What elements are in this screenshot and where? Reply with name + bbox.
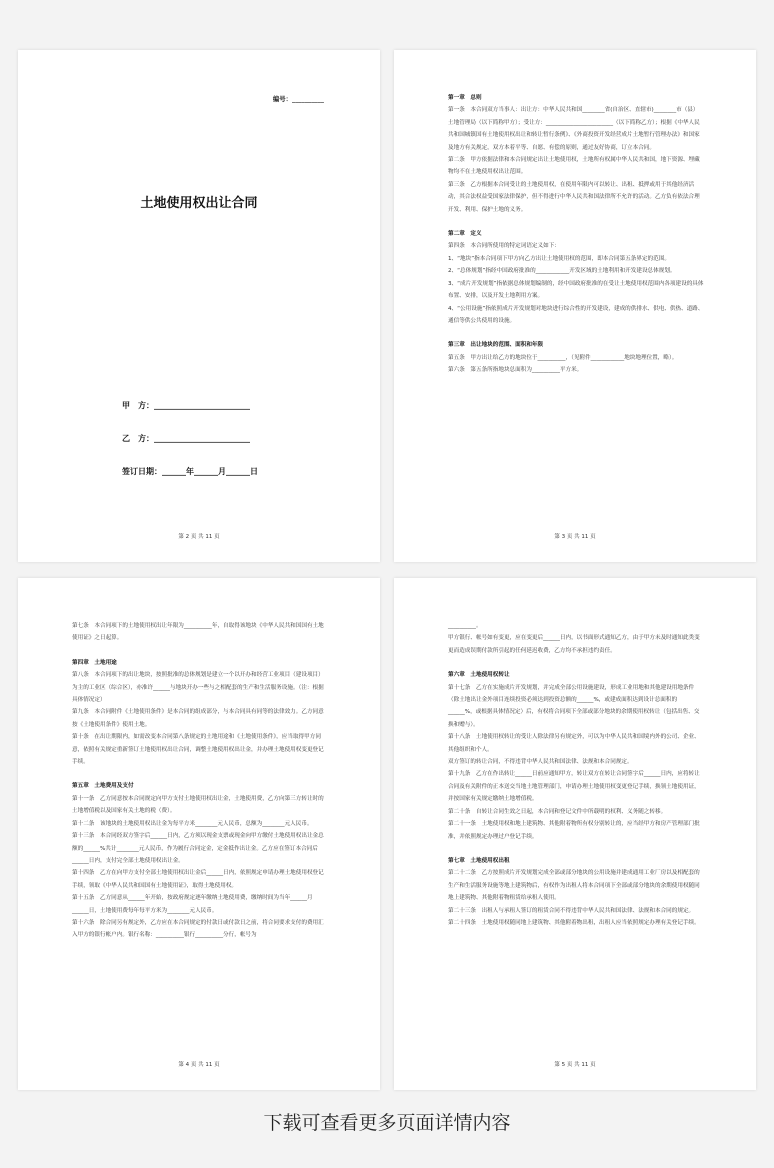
clause-paragraph: __________。	[448, 623, 482, 629]
clause-paragraph: 第六条 第五条所指地块总面积为__________平方米。	[448, 367, 583, 374]
clause-paragraph: 第十三条 本合同经双方签字后______日内，乙方须以现金支票或现金向甲方缴付土地使用权出让金总额的______%共计________元人民币，作为履行合同定金，定金抵作出让金。乙方应在签订本合同后______日内，支付完全部土地使用权出让金。	[72, 833, 324, 864]
clause-paragraph: 第十六条 除合同另有规定外，乙方应在本合同规定的付款日或付款日之前，将合同要求支付的费用汇入甲方的银行帐户内。银行名称：__________银行__________分行，帐号为	[72, 919, 324, 939]
clause-paragraph: 第十五条 乙方同意从______年开始，按政府规定逐年缴纳土地使用费，缴纳时间为当年______月______日，土地使用费每年每平方米为________元人民币。	[72, 895, 313, 914]
chapter-heading: 第五章 土地费用及支付	[72, 783, 134, 790]
contract-number-label: 编号：__________	[272, 95, 324, 103]
paragraph-gap	[448, 216, 704, 228]
chapter-heading: 第六章 土地使用权转让	[448, 672, 510, 679]
clause-paragraph: 第二十一条 土地使用权和地上建筑物、其他附着物所有权分别转让的，应当经甲方和房产管理部门批准，并依照规定办理过户登记手续。	[448, 821, 700, 840]
page-footer: 第 3 页 共 11 页	[554, 534, 596, 540]
clause-paragraph: 第二条 甲方依据法律和本合同规定出让土地使用权，土地所有权属中华人民共和国，地下资源、埋藏物均不在土地使用权出让范围。	[448, 157, 700, 176]
paragraph-gap	[72, 768, 328, 780]
party-a-line: 甲 方：________________________	[122, 401, 250, 410]
paragraph-gap	[72, 645, 328, 657]
clause-paragraph: 甲方银行、帐号如有变更，应在变更后______日内，以书面形式通知乙方，由于甲方未及时通知此类变更而造成误期付款所引起的任何延迟收费，乙方均不承担违约责任。	[448, 635, 700, 654]
sign-date-line: 签订日期：______年______月______日	[122, 467, 258, 476]
clause-paragraph: 第二十三条 出租人与承租人签订的租赁合同不得违背中华人民共和国法律、法规和本合同的规定。	[448, 907, 695, 914]
page-footer: 第 2 页 共 11 页	[178, 534, 220, 540]
clause-paragraph: 第九条 本合同附件《土地使用条件》是本合同的组成部分，与本合同具有同等的法律效力。乙方同意按《土地使用条件》使用土地。	[72, 709, 324, 728]
download-caption: 下载可查看更多页面详情内容	[263, 1112, 511, 1134]
clause-paragraph: 第二十四条 土地使用权随同地上建筑物、其他附着物出租，出租人应当依照规定办理有关登记手续。	[448, 919, 700, 926]
page-body	[72, 620, 328, 942]
clause-paragraph: 第一条 本合同双方当事人：出让方：中华人民共和国________省(自治区、直辖市)________市（县）	[448, 107, 699, 114]
clause-paragraph: 第二十条 自转让合同生效之日起，本合同和登记文件中所载明的权利、义务随之转移。	[448, 808, 667, 815]
paragraph-gap	[448, 657, 704, 669]
contract-page-4	[18, 578, 380, 1090]
clause-paragraph: 2、“总体规划”指经中国政府批准的____________开发区域的土地利用和开发建设总体规划。	[448, 268, 676, 275]
chapter-heading: 第一章 总则	[448, 95, 482, 101]
clause-paragraph: 第十九条 乙方在作出转让______日前应通知甲方，转让双方在转让合同签字后______日内，应将转让合同及有关附件的正本送交当地土地管理部门，申请办理土地使用权变更登记手续，换领土地使用证，并按国家有关规定缴纳土地增值税。	[448, 771, 700, 803]
page-footer: 第 4 页 共 11 页	[178, 1062, 220, 1068]
clause-paragraph: 4、“公用设施”指依照成片开发规划对地块进行综合性的开发建设，建成的供排水、供电、供热、道路、通信等供公共使用的设施。	[448, 305, 704, 324]
contract-title: 土地使用权出让合同	[140, 196, 258, 211]
clause-paragraph: 第四条 本合同所使用的特定词语定义如下：	[448, 243, 560, 250]
clause-paragraph: 第七条 本合同项下的土地使用权出让年限为__________年，自取得该地块《中华人民共和国国有土地使用证》之日起算。	[72, 623, 324, 642]
party-b-line: 乙 方：________________________	[122, 434, 250, 443]
contract-cover-page	[18, 50, 380, 562]
clause-paragraph: 3、“成片开发规划”指依据总体规划编制的，经中国政府批准的在受让土地使用权范围内各项建设的具体布置、安排，以及开发土地利用方案。	[448, 280, 704, 300]
clause-paragraph: 第十四条 乙方在向甲方支付全部土地使用权出让金后______日内，依照规定申请办理土地使用权登记手续，领取《中华人民共和国国有土地使用证》，取得土地使用权。	[72, 870, 324, 889]
paragraph-gap	[448, 327, 704, 339]
clause-paragraph: 第十七条 乙方在实施成片开发规划，并完成全部公用设施建设，形成工业用地和其他建设用地条件（除土地出让金外项目连续投资必须达到投资总额的______%，或建成面积达到设计总面积的______%，或根据具体情况定）后，有权将合同项下全部或部分地块的余期使用权转让（包括出售、交换和赠与）。	[448, 684, 700, 728]
clause-paragraph: 第八条 本合同项下的出让地块，按照批准的总体规划是建立一个以开办和经营工业项目（建设项目）为主的工业区（综合区），亦准许______与地块开办一些与之相配套的生产和生活服务设施。（注：根据具体情况定）	[72, 672, 324, 704]
clause-paragraph: 第三条 乙方根据本合同受让的土地使用权，在使用年限内可以转让、出租、抵押或用于其他经济活动，其合法权益受国家法律保护，但不得进行中华人民共和国法律所不允许的活动。乙方负有依法合理开发、利用、保护土地的义务。	[448, 181, 700, 213]
page-footer: 第 5 页 共 11 页	[554, 1062, 596, 1068]
contract-page-5	[394, 578, 756, 1090]
clause-paragraph: 1、“地块”指本合同项下甲方向乙方出让土地使用权的范围，即本合同第五条界定的范围。	[448, 255, 670, 262]
clause-paragraph: 第十一条 乙方同意按本合同规定向甲方支付土地使用权出让金，土地使用费，乙方向第三方转让时的土地增值税以及国家有关土地的税（费）。	[72, 795, 324, 815]
chapter-heading: 第三章 出让地块的范围、面积和年限	[448, 342, 544, 349]
clause-paragraph: 第十二条 该地块的土地使用权出让金为每平方米________元人民币，总额为________元人民币。	[72, 820, 313, 827]
clause-paragraph: 第五条 甲方出让给乙方的地块位于__________，（见附件____________地块地理位置，略）。	[448, 354, 678, 361]
clause-paragraph: 双方签订的转让合同，不得违背中华人民共和国法律、法规和本合同规定。	[448, 759, 633, 766]
clause-paragraph: 第二十二条 乙方按照成片开发规划完成全部或部分地块的公用设施并建成通用工业厂房以及相配套的生产和生活服务设施等地上建筑物后，有权作为出租人将本合同项下全部或部分地块的余期使用权随同地上建筑物、其他附着物租赁给承租人使用。	[448, 870, 700, 902]
clause-paragraph: 第十条 在出让期限内，如需改变本合同第八条规定的土地用途和《土地使用条件》，应当取得甲方同意，依照有关规定重新签订土地使用权出让合同，调整土地使用权出让金，并办理土地使用权变更登记手续。	[72, 734, 324, 766]
page-body	[448, 92, 704, 377]
paragraph-gap	[448, 843, 704, 855]
chapter-heading: 第四章 土地用途	[72, 659, 117, 666]
clause-paragraph: 第十八条 土地使用权转让的受让人除法律另有规定外，可以为中华人民共和国境内外的公司、企业、其他组织和个人。	[448, 734, 700, 753]
clause-paragraph: 土地管理局（以下简称甲方）；受让方：________________________（以下简称乙方）；根据《中华人民共和国城镇国有土地使用权出让和转让暂行条例》、《外商投资开发经营成片土地暂行管理办法》和国家及地方有关规定，双方本着平等、自愿、有偿的原则，通过友好协商，订立本合同。	[448, 119, 700, 151]
contract-page-3	[394, 50, 756, 562]
page-body	[448, 620, 704, 929]
chapter-heading: 第七章 土地使用权出租	[448, 857, 510, 864]
chapter-heading: 第二章 定义	[448, 231, 482, 238]
